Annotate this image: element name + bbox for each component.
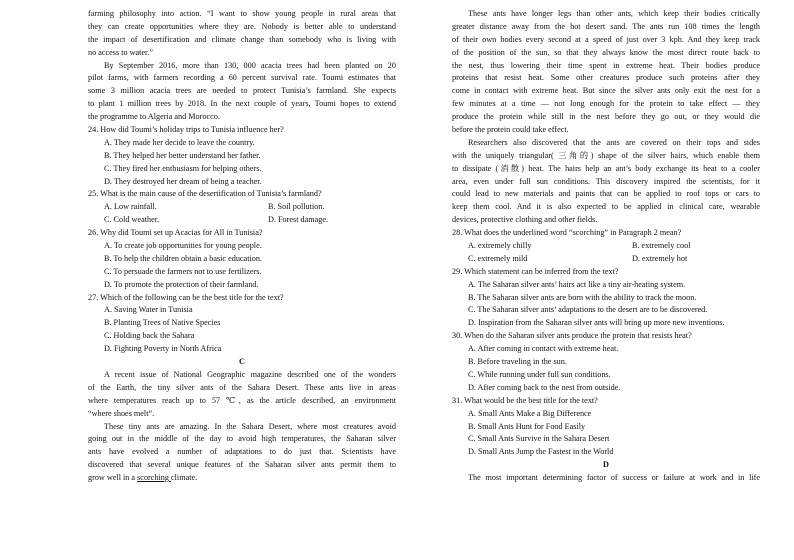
right-column	[452, 8, 760, 485]
paragraph-b2	[88, 60, 396, 124]
text-line: few minutes at a time — not long enough for the protein to take effect — they	[452, 99, 760, 109]
text-line: ants have evolved a number of adaptations to do just that. Scientists have	[88, 447, 396, 457]
question-26	[88, 227, 396, 291]
text-line: These ants have longer legs than other ants, which keep their bodies critically	[468, 9, 760, 18]
option-c: C. They fired her enthusiasm for helping others.	[104, 163, 262, 173]
option-c: C. To persuade the farmers not to use fertilizers.	[104, 266, 262, 276]
paragraph-c3	[452, 8, 760, 137]
option-a: A. To create job opportunities for young people.	[104, 241, 262, 251]
text-line: to plant 1 million trees by 2018. In the next couple of years, Toumi hopes to extend	[88, 99, 396, 109]
option-c: C. The Saharan silver ants’ adaptations to the desert are to be discovered.	[468, 305, 708, 315]
option-c: C. extremely mild	[468, 253, 528, 263]
text-fragment: climate.	[171, 473, 198, 483]
question-stem: 24. How did Toumi’s holiday trips to Tunisia influence her?	[88, 125, 284, 135]
paragraph-c1	[88, 369, 396, 421]
text-line: before the protein could take effect.	[452, 125, 569, 135]
option-row	[88, 201, 396, 214]
option-b: B. Before traveling in the sun.	[468, 357, 567, 367]
text-line: produce the protein while still in the nest before they go out, or they would die	[452, 112, 760, 122]
text-line: keep them cool. And it is also expected to be applied in clinical care, wearable	[452, 202, 760, 212]
text-line: pilot farms, with farmers recording a 60 percent survival rate. Toumi estimates that	[88, 73, 396, 83]
option-a: A. Low rainfall.	[104, 202, 157, 212]
text-line: These tiny ants are amazing. In the Sahara Desert, where most creatures avoid	[104, 421, 396, 431]
option-d: D. Forest damage.	[268, 215, 329, 225]
option-c: C. Small Ants Survive in the Sahara Desert	[468, 434, 610, 444]
option-b: B. Planting Trees of Native Species	[104, 318, 221, 328]
option-b: B. Soil pollution.	[268, 202, 325, 212]
question-27	[88, 292, 396, 356]
text-fragment: grow well in a	[88, 473, 138, 483]
text-line: devices, protective clothing and other fields.	[452, 215, 598, 225]
question-31	[452, 395, 760, 459]
option-d: D. To promote the protection of their farmland.	[104, 279, 259, 289]
option-b: B. The Saharan silver ants are born with the ability to track the moon.	[468, 292, 697, 302]
paragraph-c4	[452, 137, 760, 227]
text-line: discovered that several unique features of the Saharan silver ants permit them to	[88, 460, 396, 470]
question-stem: 25. What is the main cause of the desertification of Tunisia’s farmland?	[88, 189, 322, 199]
text-line	[88, 472, 396, 485]
text-line: of their own bodies every second at a speed of just over 3 kph. And they keep track	[452, 34, 760, 44]
option-a: A. extremely chilly	[468, 241, 532, 251]
option-b: B. extremely cool	[632, 241, 691, 251]
text-line: farming philosophy into action. “I want to show young people in rural areas that	[88, 9, 396, 18]
option-d: D. Small Ants Jump the Fastest in the World	[468, 447, 614, 457]
text-line: with the uniquely triangular( 三角的) shape of the silver hairs, which enable them	[452, 150, 760, 160]
text-line: “where shoes melt”.	[88, 408, 155, 418]
text-line: could lead to new materials and paints that can be applied to roof tops or cars to	[452, 189, 760, 199]
question-stem: 28. What does the underlined word “scorching” in Paragraph 2 mean?	[452, 228, 682, 238]
option-b: B. They helped her better understand her father.	[104, 150, 261, 160]
text-line: of the position of the sun, so that they always know the most direct route back to	[452, 47, 760, 57]
option-row	[452, 253, 760, 266]
option-d: D. They destroyed her dream of being a teacher.	[104, 176, 262, 186]
option-a: A. Small Ants Make a Big Difference	[468, 408, 592, 418]
option-b: B. To help the children obtain a basic education.	[104, 253, 262, 263]
text-line: no access to water.”	[88, 47, 154, 57]
question-stem: 26. Why did Toumi set up Acacias for All in Tunisia?	[88, 228, 263, 238]
option-a: A. After coming in contact with extreme heat.	[468, 344, 619, 354]
text-line: proteins that resist heat. Some other creatures produce such proteins after they	[452, 73, 760, 83]
text-line: the impact of desertification and climate change than somebody who is living with	[88, 34, 396, 44]
text-line: Researchers also discovered that the ants are covered on their tops and sides	[468, 137, 760, 147]
question-stem: 27. Which of the following can be the best title for the text?	[88, 292, 284, 302]
paragraph-c2	[88, 421, 396, 485]
option-c: C. Holding back the Sahara	[104, 331, 195, 341]
text-line: where temperatures reach up to 57 ℃, as the article described, an environment	[88, 395, 396, 405]
option-c: C. Cold weather.	[104, 215, 160, 225]
text-line: the nest, thus lowering their time spent in extreme heat. Their bodies produce	[452, 60, 760, 70]
question-25	[88, 188, 396, 227]
text-line: A recent issue of National Geographic magazine described one of the wonders	[104, 369, 396, 379]
option-row	[452, 240, 760, 253]
left-column	[88, 8, 396, 485]
question-24	[88, 124, 396, 188]
text-line: to dissipate (消散) heat. The hairs help an ant’s body exchange its heat to a cooler	[452, 163, 760, 173]
option-d: D. extremely hot	[632, 253, 688, 263]
text-line: they can create opportunities where they are. Nobody is better able to understand	[88, 21, 396, 31]
paragraph-d1: The most important determining factor of success or failure at work and in life	[468, 473, 760, 483]
question-stem: 29. Which statement can be inferred from the text?	[452, 266, 619, 276]
question-stem: 31. What would be the best title for the text?	[452, 395, 598, 405]
option-c: C. While running under full sun conditions.	[468, 369, 611, 379]
option-d: D. After coming back to the nest from outside.	[468, 382, 621, 392]
text-line: By September 2016, more than 130, 000 acacia trees had been planted on 20	[104, 60, 396, 70]
question-30	[452, 330, 760, 394]
option-a: A. The Saharan silver ants’ hairs act like a tiny air-heating system.	[468, 279, 686, 289]
text-line: greater distance away from the hot desert sand. The ants run 108 times the length	[452, 21, 760, 31]
text-line: come in contact with extreme heat. But since the silver ants only exit the nest for a	[452, 86, 760, 96]
option-b: B. Small Ants Hunt for Food Easily	[468, 421, 586, 431]
option-row	[88, 214, 396, 227]
option-a: A. They made her decide to leave the country.	[104, 137, 255, 147]
text-line: area, even under full sun conditions. This discovery inspired the scientists, for it	[452, 176, 760, 186]
text-line: the programme to Algeria and Morocco.	[88, 112, 220, 122]
text-line: of the Earth, the tiny silver ants of the Sahara Desert. These ants live in areas	[88, 382, 396, 392]
question-29	[452, 266, 760, 330]
option-a: A. Saving Water in Tunisia	[104, 305, 193, 315]
paragraph-b-ending	[88, 8, 396, 60]
section-heading-c: C	[239, 357, 245, 367]
option-d: D. Fighting Poverty in North Africa	[104, 344, 222, 354]
option-d: D. Inspiration from the Saharan silver ants will bring up more new inventions.	[468, 318, 725, 328]
section-heading-d: D	[603, 460, 609, 470]
question-28	[452, 227, 760, 266]
text-line: some 3 million acacia trees are needed to protect Tunisia’s farmland. She expects	[88, 86, 396, 96]
text-line: going out in the middle of the day to avoid high temperatures, the Saharan silver	[88, 434, 396, 444]
underlined-word-scorching: scorching	[137, 473, 172, 483]
question-stem: 30. When do the Saharan silver ants produce the protein that resists heat?	[452, 331, 692, 341]
